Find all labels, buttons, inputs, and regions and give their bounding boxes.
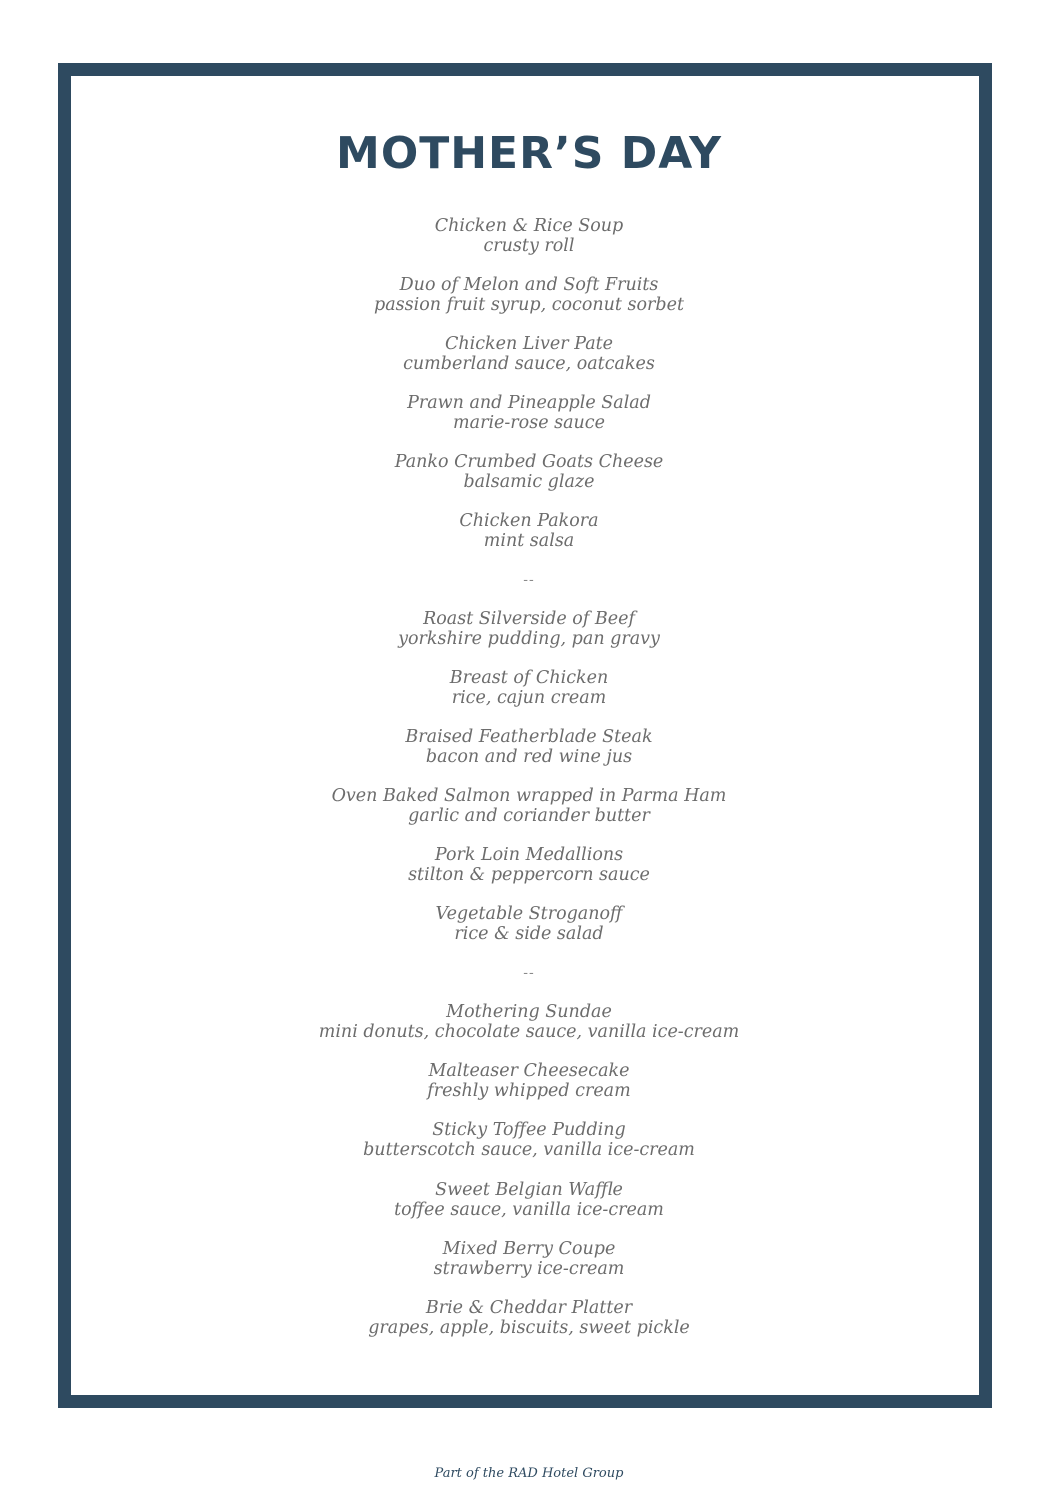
dish-name: Malteaser Cheesecake — [428, 1061, 630, 1081]
dish-description: marie-rose sauce — [453, 413, 605, 433]
starter-item — [0, 393, 1058, 433]
dish-description: bacon and red wine jus — [425, 747, 633, 767]
dish-description: garlic and coriander butter — [408, 806, 650, 826]
dish-name: Vegetable Stroganoff — [435, 904, 623, 924]
dish-description: stilton & peppercorn sauce — [408, 865, 650, 885]
dish-name: Panko Crumbed Goats Cheese — [394, 452, 664, 472]
course-separator: -- — [523, 572, 535, 588]
main-item — [0, 668, 1058, 708]
dish-name: Pork Loin Medallions — [434, 845, 624, 865]
menu-list — [0, 216, 1058, 1357]
starter-item — [0, 216, 1058, 256]
dish-name: Mothering Sundae — [446, 1002, 612, 1022]
starter-item — [0, 511, 1058, 551]
starter-item — [0, 334, 1058, 374]
dessert-item — [0, 1061, 1058, 1101]
main-item — [0, 845, 1058, 885]
dish-name: Duo of Melon and Soft Fruits — [399, 275, 659, 295]
dish-description: yorkshire pudding, pan gravy — [398, 629, 660, 649]
dish-name: Braised Featherblade Steak — [405, 727, 653, 747]
dish-name: Chicken Pakora — [459, 511, 599, 531]
dessert-item — [0, 1239, 1058, 1279]
dish-description: toffee sauce, vanilla ice-cream — [394, 1200, 664, 1220]
dish-name: Oven Baked Salmon wrapped in Parma Ham — [331, 786, 727, 806]
dish-name: Roast Silverside of Beef — [423, 609, 635, 629]
dish-description: grapes, apple, biscuits, sweet pickle — [368, 1318, 690, 1338]
dish-description: balsamic glaze — [463, 472, 595, 492]
dish-name: Chicken & Rice Soup — [434, 216, 624, 236]
footer-text: Part of the RAD Hotel Group — [434, 1466, 624, 1481]
main-item — [0, 904, 1058, 944]
dish-description: butterscotch sauce, vanilla ice-cream — [363, 1140, 695, 1160]
dish-name: Sticky Toffee Pudding — [432, 1120, 626, 1140]
main-item — [0, 727, 1058, 767]
starter-item — [0, 452, 1058, 492]
dish-description: rice, cajun cream — [451, 688, 607, 708]
dish-description: freshly whipped cream — [427, 1081, 631, 1101]
dish-description: strawberry ice-cream — [433, 1259, 625, 1279]
dessert-item — [0, 1298, 1058, 1338]
dessert-item — [0, 1120, 1058, 1160]
dish-name: Chicken Liver Pate — [444, 334, 614, 354]
dish-description: passion fruit syrup, coconut sorbet — [374, 295, 684, 315]
dessert-item — [0, 1180, 1058, 1220]
dish-description: mint salsa — [483, 531, 575, 551]
dish-name: Mixed Berry Coupe — [442, 1239, 616, 1259]
dish-name: Prawn and Pineapple Salad — [407, 393, 651, 413]
dish-description: rice & side salad — [454, 924, 604, 944]
dish-name: Breast of Chicken — [449, 668, 609, 688]
main-item — [0, 786, 1058, 826]
dish-name: Brie & Cheddar Platter — [425, 1298, 633, 1318]
dish-description: crusty roll — [483, 236, 575, 256]
dish-description: cumberland sauce, oatcakes — [403, 354, 655, 374]
dish-description: mini donuts, chocolate sauce, vanilla ice-cream — [318, 1022, 740, 1042]
starter-item — [0, 275, 1058, 315]
dish-name: Sweet Belgian Waffle — [435, 1180, 623, 1200]
course-separator: -- — [523, 965, 535, 981]
main-item — [0, 609, 1058, 649]
dessert-item — [0, 1002, 1058, 1042]
page-title: MOTHER’S DAY — [336, 128, 722, 179]
